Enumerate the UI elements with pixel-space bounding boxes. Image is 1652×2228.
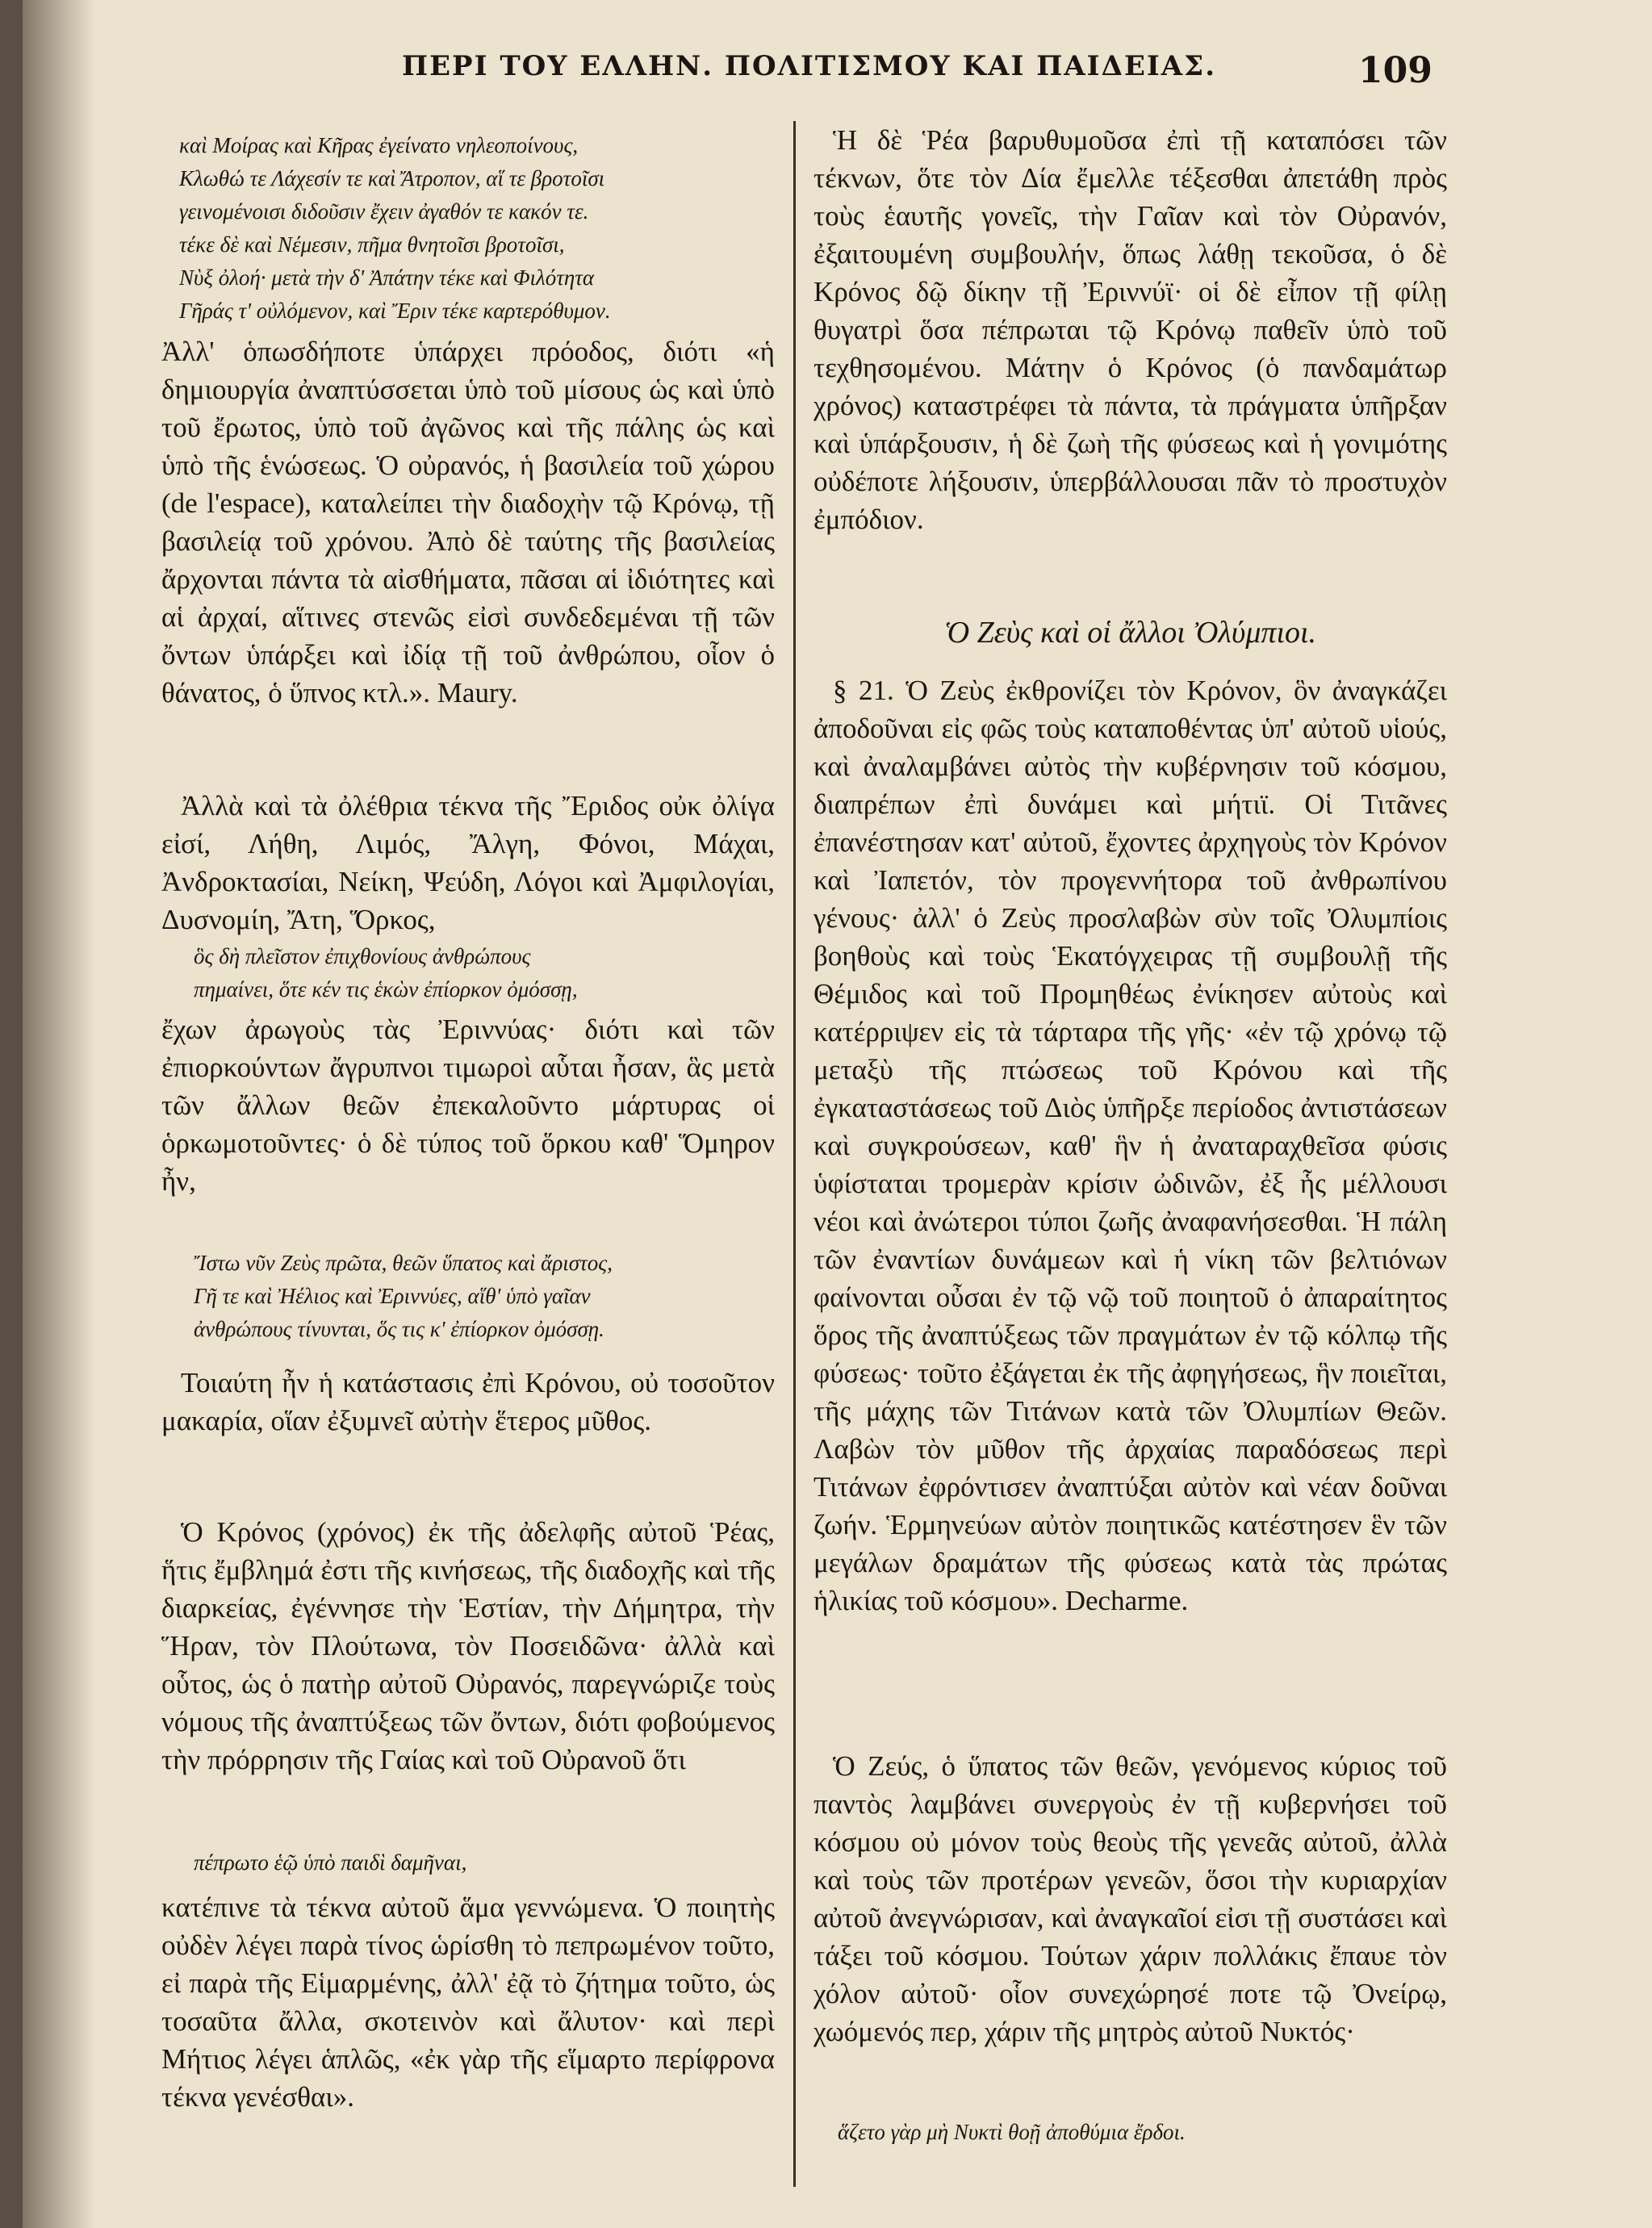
- paragraph: Ὁ Κρόνος (χρόνος) ἐκ τῆς ἀδελφῆς αὐτοῦ Ῥέας, ἥτις ἔμβλημά ἐστι τῆς κινήσεως, τῆς διαδοχῆς καὶ τῆς διαρκείας, ἐγέννησε τὴν Ἑστίαν, τὴν Δήμητρα, τὴν Ἥραν, τὸν Πλούτωνα, τὸν Ποσειδῶνα· ἀλλὰ καὶ οὗτος, ὡς ὁ πατὴρ αὐτοῦ Οὐρανός, παρεγνώριζε τοὺς νόμους τῆς ἀναπτύξεως τῶν ὄντων, διότι φοβούμενος τὴν πρόρρησιν τῆς Γαίας καὶ τοῦ Οὐρανοῦ ὅτι: [161, 1516, 775, 1775]
- verse-line: Κλωθώ τε Λάχεσίν τε καὶ Ἄτροπον, αἵ τε βροτοῖσι: [179, 166, 605, 190]
- verse-block-5: [838, 2116, 1447, 2149]
- verse-line: Γῆράς τ' οὐλόμενον, καὶ Ἔριν τέκε καρτερόθυμον.: [179, 299, 611, 323]
- verse-line: καὶ Μοίρας καὶ Κῆρας ἐγείνατο νηλεοποίνους,: [179, 133, 579, 157]
- verse-block-1: [179, 129, 776, 328]
- paragraph: Ὁ Ζεύς, ὁ ὕπατος τῶν θεῶν, γενόμενος κύριος τοῦ παντὸς λαμβάνει συνεργοὺς ἐν τῇ κυβερνήσει τοῦ κόσμου οὐ μόνον τοὺς θεοὺς τῆς γενεᾶς αὐτοῦ, ἀλλὰ καὶ τοὺς τῶν προτέρων γενεῶν, ὅσοι τὴν κυριαρχίαν αὐτοῦ ἀνεγνώρισαν, καὶ ἀναγκαῖοί εἰσι τῇ συστάσει καὶ τάξει τοῦ κόσμου. Τούτων χάριν πολλάκις ἔπαυε τὸν χόλον αὐτοῦ· οἷον συνεχώρησέ ποτε τῷ Ὀνείρῳ, χωόμενός περ, χάριν τῆς μητρὸς αὐτοῦ Νυκτός·: [813, 1750, 1447, 2047]
- verse-line: Νὺξ ὀλοή· μετὰ τὴν δ' Ἀπάτην τέκε καὶ Φιλότητα: [179, 265, 595, 290]
- paragraph: Ἀλλὰ καὶ τὰ ὀλέθρια τέκνα τῆς Ἔριδος οὐκ ὀλίγα εἰσί, Λήθη, Λιμός, Ἄλγη, Φόνοι, Μάχαι, Ἀνδροκτασίαι, Νείκη, Ψεύδη, Λόγοι καὶ Ἀμφιλογίαι, Δυσνομίη, Ἄτη, Ὅρκος,: [161, 790, 775, 935]
- verse-line: τέκε δὲ καὶ Νέμεσιν, πῆμα θνητοῖσι βροτοῖσι,: [179, 232, 565, 257]
- paragraph: Ἀλλ' ὁπωσδήποτε ὑπάρχει πρόοδος, διότι «ἡ δημιουργία ἀναπτύσσεται ὑπὸ τοῦ μίσους ὡς καὶ ὑπὸ τοῦ ἔρωτος, ὑπὸ τοῦ ἀγῶνος καὶ τῆς πάλης ὡς καὶ ὑπὸ τῆς ἑνώσεως. Ὁ οὐρανός, ἡ βασιλεία τοῦ χώρου (de l'espace), καταλείπει τὴν διαδοχὴν τῷ Κρόνῳ, τῇ βασιλείᾳ τοῦ χρόνου. Ἀπὸ δὲ ταύτης τῆς βασιλείας ἄρχονται πάντα τὰ αἰσθήματα, πᾶσαι αἱ ἰδιότητες καὶ αἱ ἀρχαί, αἵτινες στενῶς εἰσὶ συνδεδεμέναι τῇ τῶν ὄντων ὑπάρξει καὶ ἰδίᾳ τῇ τοῦ ἀνθρώπου, οἷον ὁ θάνατος, ὁ ὕπνος κτλ.». Maury.: [161, 336, 775, 709]
- verse-line: Ἴστω νῦν Ζεὺς πρῶτα, θεῶν ὕπατος καὶ ἄριστος,: [194, 1251, 613, 1275]
- verse-line: πημαίνει, ὅτε κέν τις ἑκὼν ἐπίορκον ὀμόσσῃ,: [194, 977, 578, 1001]
- verse-block-2: [194, 940, 775, 1006]
- verse-block-3: [194, 1247, 775, 1346]
- paragraph: Τοιαύτη ἦν ἡ κατάστασις ἐπὶ Κρόνου, οὐ τοσοῦτον μακαρία, οἵαν ἐξυμνεῖ αὐτὴν ἕτερος μῦθος.: [161, 1367, 775, 1436]
- page-number: 109: [1358, 50, 1432, 91]
- page-binding-shadow: [23, 0, 95, 2228]
- paragraph: ἔχων ἀρωγοὺς τὰς Ἐριννύας· διότι καὶ τῶν ἐπιορκούντων ἄγρυπνοι τιμωροὶ αὗται ἦσαν, ἃς μετὰ τῶν ἄλλων θεῶν ἐπεκαλοῦντο μάρτυρας οἱ ὁρκωμοτοῦντες· ὁ δὲ τύπος τοῦ ὅρκου καθ' Ὅμηρον ἦν,: [161, 1014, 775, 1197]
- verse-line: ἅζετο γὰρ μὴ Νυκτὶ θοῇ ἀποθύμια ἔρδοι.: [838, 2120, 1186, 2144]
- book-page: [23, 0, 1652, 2228]
- paragraph: Ἡ δὲ Ῥέα βαρυθυμοῦσα ἐπὶ τῇ καταπόσει τῶν τέκνων, ὅτε τὸν Δία ἔμελλε τέξεσθαι ἀπετάθη πρὸς τοὺς ἑαυτῆς γονεῖς, τὴν Γαῖαν καὶ τὸν Οὐρανόν, ἐξαιτουμένη συμβουλήν, ὅπως λάθῃ τεκοῦσα, ὁ δὲ Κρόνος δῷ δίκην τῇ Ἐριννύϊ· οἱ δὲ εἶπον τῇ φίλῃ θυγατρὶ ὅσα πέπρωται τῷ Κρόνῳ παθεῖν ὑπὸ τοῦ τεχθησομένου. Μάτην ὁ Κρόνος (ὁ πανδαμάτωρ χρόνος) καταστρέφει τὰ πάντα, τὰ πράγματα ὑπῆρξαν καὶ ὑπάρξουσιν, ἡ δὲ ζωὴ τῆς φύσεως καὶ ἡ γονιμότης οὐδέποτε λήξουσιν, ὑπερβάλλουσαι πᾶν τὸ προστυχὸν ἐμπόδιον.: [813, 124, 1447, 535]
- column-divider: [793, 121, 796, 2187]
- paragraph: § 21. Ὁ Ζεὺς ἐκθρονίζει τὸν Κρόνον, ὃν ἀναγκάζει ἀποδοῦναι εἰς φῶς τοὺς καταποθέντας ὑπ' αὐτοῦ υἱούς, καὶ ἀναλαμβάνει αὐτὸς τὴν κυβέρνησιν τοῦ κόσμου, διαπρέπων ἐπὶ δυνάμει καὶ μήτιϊ. Οἱ Τιτᾶνες ἐπανέστησαν κατ' αὐτοῦ, ἔχοντες ἀρχηγοὺς τὸν Κρόνον καὶ Ἰαπετόν, τὸν προγεννήτορα τοῦ ἀνθρωπίνου γένους· ἀλλ' ὁ Ζεὺς προσλαβὼν σὺν τοῖς Ὀλυμπίοις βοηθοὺς καὶ τοὺς Ἑκατόγχειρας τῇ συμβουλῇ τῆς Θέμιδος καὶ τοῦ Προμηθέως ἐνίκησεν αὐτοὺς καὶ κατέρριψεν εἰς τὰ τάρταρα τῆς γῆς· «ἐν τῷ χρόνῳ τῷ μεταξὺ τῆς πτώσεως τοῦ Κρόνου καὶ τῆς ἐγκαταστάσεως τοῦ Διὸς ὑπῆρξε περίοδος ἀντιστάσεων καὶ συγκρούσεων, καθ' ἣν ἡ ἀναταραχθεῖσα φύσις ὑφίσταται τρομερὰν κρίσιν ὠδινῶν, ἐξ ἧς μέλλουσι νέοι καὶ ἀνώτεροι τύποι ζωῆς ἀναφανήσεσθαι. Ἡ πάλη τῶν ἐναντίων δυνάμεων καὶ ἡ νίκη τῶν βελτιόνων φαίνονται οὖσαι ἐν τῷ νῷ τοῦ ποιητοῦ ὁ ἀπαραίτητος ὅρος τῆς ἀναπτύξεως τῶν πραγμάτων ἐν τῷ κόλπῳ τῆς φύσεως· τοῦτο ἐξάγεται ἐκ τῆς ἀφηγήσεως, ἣν ποιεῖται, τῆς μάχης τῶν Τιτάνων κατὰ τῶν Ὀλυμπίων Θεῶν. Λαβὼν τὸν μῦθον τῆς ἀρχαίας παραδόσεως περὶ Τιτάνων ἐφρόντισεν ἀναπτύξαι αὐτὸν καὶ νέαν δοῦναι ζωήν. Ἑρμηνεύων αὐτὸν ποιητικῶς κατέστησεν ἓν τῶν μεγάλων δραμάτων τῆς φύσεως κατὰ τὰς πρώτας ἡλικίας τοῦ κόσμου». Decharme.: [813, 675, 1447, 1616]
- verse-line: πέπρωτο ἑῷ ὑπὸ παιδὶ δαμῆναι,: [194, 1850, 467, 1875]
- running-header: ΠΕΡΙ ΤΟΥ ΕΛΛΗΝ. ΠΟΛΙΤΙΣΜΟΥ ΚΑΙ ΠΑΙΔΕΙΑΣ.: [402, 50, 1217, 82]
- verse-line: ἀνθρώπους τίνυνται, ὅς τις κ' ἐπίορκον ὀμόσσῃ.: [194, 1317, 604, 1341]
- section-heading: Ὁ Ζεὺς καὶ οἱ ἄλλοι Ὀλύμπιοι.: [943, 616, 1317, 650]
- verse-block-4: [194, 1846, 775, 1879]
- verse-line: ὃς δὴ πλεῖστον ἐπιχθονίους ἀνθρώπους: [194, 944, 531, 968]
- verse-line: γεινομένοισι διδοῦσιν ἔχειν ἀγαθόν τε κακόν τε.: [179, 199, 589, 224]
- paragraph: κατέπινε τὰ τέκνα αὐτοῦ ἅμα γεννώμενα. Ὁ ποιητὴς οὐδὲν λέγει παρὰ τίνος ὡρίσθη τὸ πεπρωμένον τοῦτο, εἰ παρὰ τῆς Εἱμαρμένης, ἀλλ' ἐᾷ τὸ ζήτημα τοῦτο, ὡς τοσαῦτα ἄλλα, σκοτεινὸν καὶ ἄλυτον· καὶ περὶ Μήτιος λέγει ἁπλῶς, «ἐκ γὰρ τῆς εἵμαρτο περίφρονα τέκνα γενέσθαι».: [161, 1892, 775, 2113]
- verse-line: Γῆ τε καὶ Ἠέλιος καὶ Ἐριννύες, αἵθ' ὑπὸ γαῖαν: [194, 1284, 591, 1308]
